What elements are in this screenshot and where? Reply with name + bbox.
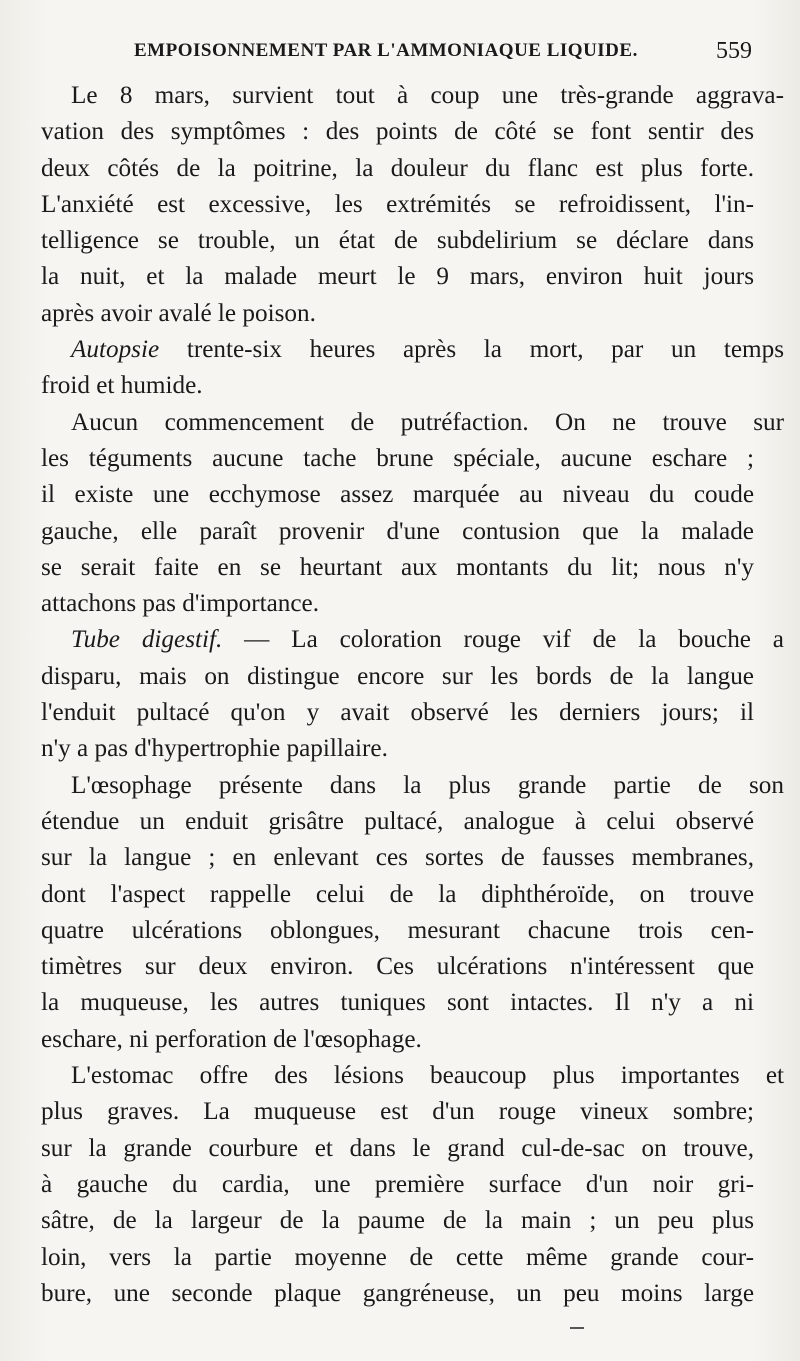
text-line: vation des symptômes : des points de côté se font sentir des [41, 118, 754, 146]
footer-dash [570, 1327, 584, 1329]
paragraph [41, 622, 784, 767]
text-line: sâtre, de la largeur de la paume de la main ; un peu plus [41, 1207, 754, 1235]
text-line: bure, une seconde plaque gangréneuse, un peu moins large [41, 1279, 754, 1307]
text-segment: trente-six heures après la mort, par un temps [159, 336, 784, 364]
text-line: se serait faite en se heurtant aux montants du lit; nous n'y [41, 553, 754, 581]
text-line: quatre ulcérations oblongues, mesurant chacune trois cen- [41, 916, 754, 944]
text-line: il existe une ecchymose assez marquée au niveau du coude [41, 481, 754, 509]
body-text [41, 78, 784, 1312]
text-line: gauche, elle paraît provenir d'une contusion que la malade [41, 517, 754, 545]
text-line: à gauche du cardia, une première surface d'un noir gri- [41, 1170, 754, 1198]
text-line: L'œsophage présente dans la plus grande partie de son [71, 771, 784, 799]
text-line: Aucun commencement de putréfaction. On ne trouve sur [71, 408, 784, 436]
text-line: l'enduit pultacé qu'on y avait observé les derniers jours; il [41, 699, 754, 727]
text-line: froid et humide. [41, 372, 203, 400]
paragraph [41, 768, 784, 1058]
page-header [40, 36, 752, 76]
page-number: 559 [716, 38, 752, 64]
text-line: timètres sur deux environ. Ces ulcérations n'intéressent que [41, 953, 754, 981]
text-line: étendue un enduit grisâtre pultacé, analogue à celui observé [41, 807, 754, 835]
text-line: plus graves. La muqueuse est d'un rouge vineux sombre; [41, 1098, 754, 1126]
text-line: dont l'aspect rappelle celui de la diphthéroïde, on trouve [41, 880, 754, 908]
text-line: sur la langue ; en enlevant ces sortes de fausses membranes, [41, 844, 754, 872]
text-line: L'anxiété est excessive, les extrémités se refroidissent, l'in- [41, 190, 754, 218]
text-line: eschare, ni perforation de l'œsophage. [41, 1025, 422, 1053]
text-line: attachons pas d'importance. [41, 590, 320, 618]
text-line: n'y a pas d'hypertrophie papillaire. [41, 735, 388, 763]
text-line: L'estomac offre des lésions beaucoup plus importantes et [71, 1062, 784, 1090]
text-line: Le 8 mars, survient tout à coup une très-grande aggrava- [71, 82, 784, 109]
text-line: les téguments aucune tache brune spéciale, aucune eschare ; [41, 444, 754, 472]
text-line [41, 622, 784, 658]
paragraph [41, 1058, 784, 1312]
paragraph [41, 332, 784, 405]
text-line [41, 332, 784, 368]
text-line: disparu, mais on distingue encore sur les bords de la langue [41, 662, 754, 690]
text-line: deux côtés de la poitrine, la douleur du flanc est plus forte. [41, 154, 754, 182]
text-line: après avoir avalé le poison. [41, 299, 316, 327]
paragraph [41, 78, 784, 332]
text-line: la nuit, et la malade meurt le 9 mars, environ huit jours [41, 263, 754, 291]
paragraph [41, 405, 784, 623]
text-line: sur la grande courbure et dans le grand cul-de-sac on trouve, [41, 1134, 754, 1162]
italic-lead: Tube digestif. [71, 626, 223, 654]
text-line: telligence se trouble, un état de subdelirium se déclare dans [41, 227, 754, 255]
text-line: la muqueuse, les autres tuniques sont intactes. Il n'y a ni [41, 989, 754, 1017]
text-segment: — La coloration rouge vif de la bouche a [222, 626, 784, 654]
italic-lead: Autopsie [71, 336, 160, 364]
running-title: EMPOISONNEMENT PAR L'AMMONIAQUE LIQUIDE. [134, 40, 638, 61]
text-line: loin, vers la partie moyenne de cette même grande cour- [41, 1243, 754, 1271]
